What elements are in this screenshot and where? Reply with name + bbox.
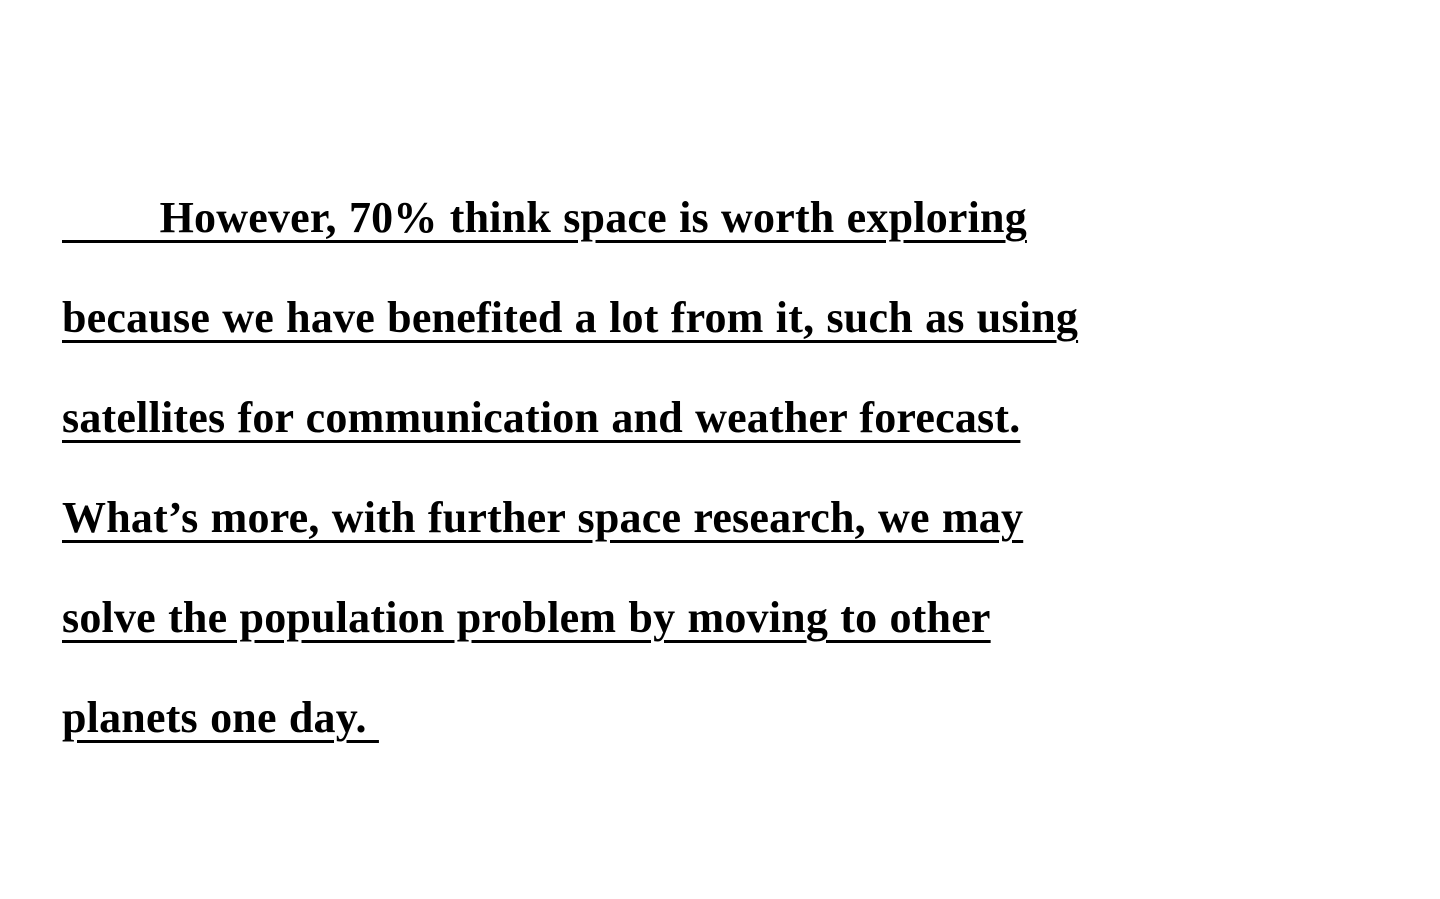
paragraph-line-2: because we have benefited a lot from it, such as using [62,293,1079,342]
paragraph-line-1: However, 70% think space is worth exploring [62,193,1027,242]
paragraph-line-3: satellites for communication and weather forecast. [62,393,1021,442]
paragraph-text-block [62,168,1352,768]
paragraph-line-6: planets one day. [62,693,379,742]
body-paragraph [62,168,1352,768]
paragraph-line-4: What’s more, with further space research, we may [62,493,1024,542]
paragraph-line-5: solve the population problem by moving to other [62,593,991,642]
